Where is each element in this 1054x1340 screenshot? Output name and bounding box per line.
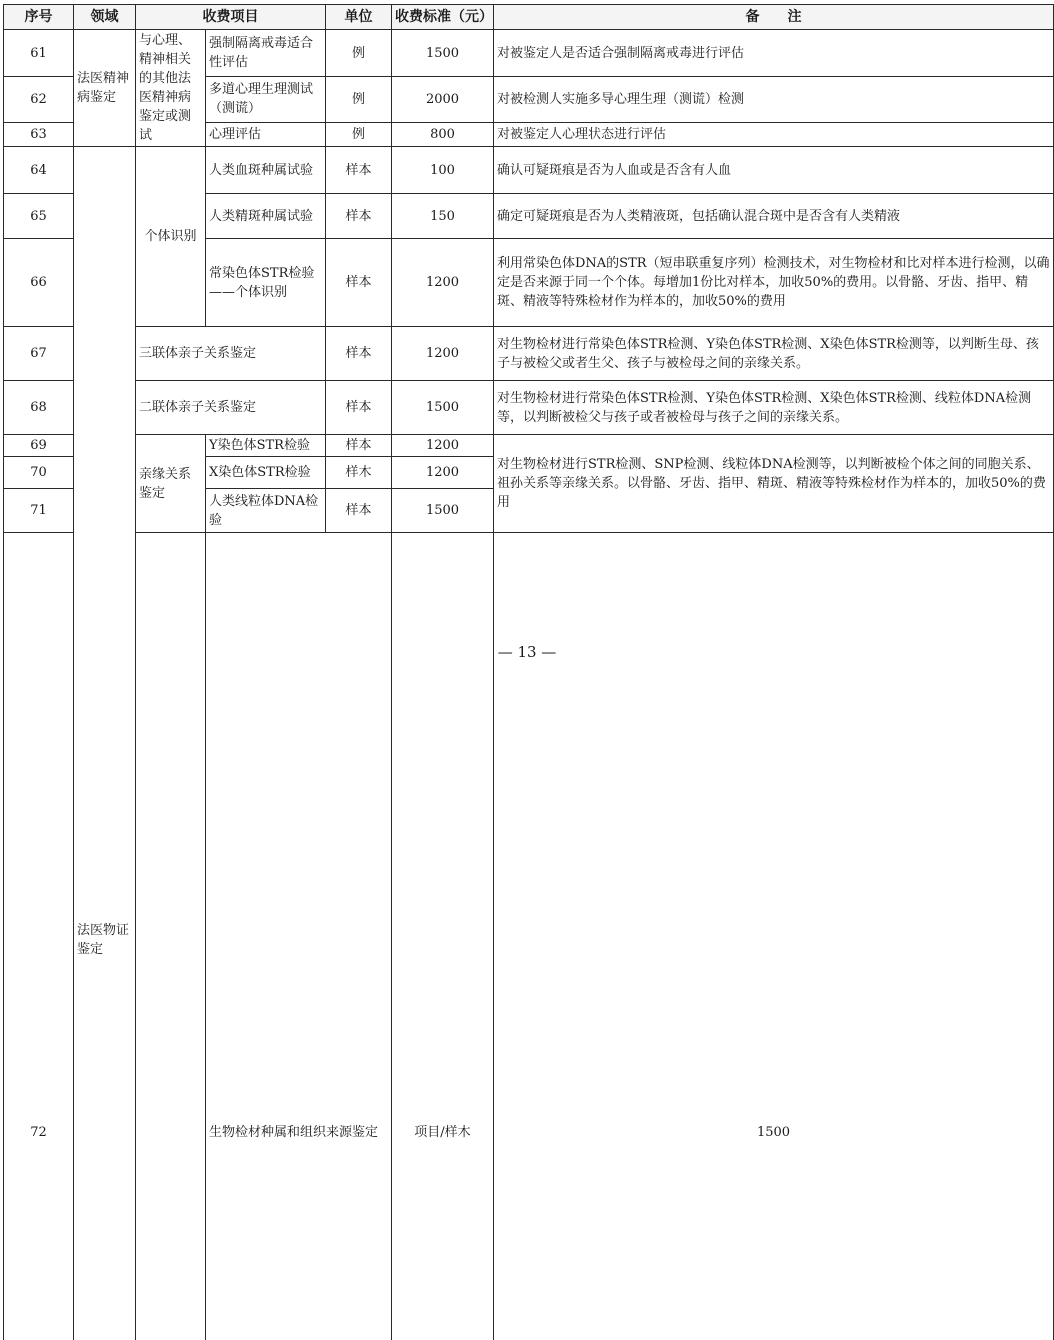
item-cell: Y染色体STR检验 bbox=[206, 435, 326, 457]
header-price: 收费标准（元） bbox=[392, 5, 494, 30]
unit-cell: 例 bbox=[326, 77, 392, 123]
remark-cell: 对被鉴定人是否适合强制隔离戒毒进行评估 bbox=[494, 30, 1054, 77]
remark-cell: 利用常染色体DNA的STR（短串联重复序列）检测技术，对生物检材和比对样本进行检测，以确定是否来源于同一个个体。每增加1份比对样本，加收50%的费用。以骨骼、牙齿、指甲、精斑、精液等特殊检材作为样本的，加收50%的费用 bbox=[494, 239, 1054, 327]
subgroup-cell: 亲缘关系鉴定 bbox=[136, 435, 206, 533]
seq-cell: 70 bbox=[4, 457, 74, 489]
item-cell: 三联体亲子关系鉴定 bbox=[136, 327, 326, 381]
seq-cell: 67 bbox=[4, 327, 74, 381]
table-row bbox=[4, 435, 1054, 457]
seq-cell: 68 bbox=[4, 381, 74, 435]
item-cell: 多道心理生理测试（测谎） bbox=[206, 77, 326, 123]
seq-cell: 72 bbox=[4, 533, 74, 1340]
unit-cell: 样本 bbox=[326, 327, 392, 381]
item-cell: 人类血斑种属试验 bbox=[206, 147, 326, 194]
remark-cell: 确定可疑斑痕是否为人类精液斑，包括确认混合斑中是否含有人类精液 bbox=[494, 194, 1054, 239]
price-cell: 1200 bbox=[392, 457, 494, 489]
header-seq: 序号 bbox=[4, 5, 74, 30]
remark-cell: 对被鉴定人心理状态进行评估 bbox=[494, 122, 1054, 146]
price-cell: 1500 bbox=[392, 30, 494, 77]
unit-cell: 样本 bbox=[326, 381, 392, 435]
price-cell: 100 bbox=[392, 147, 494, 194]
unit-cell: 样本 bbox=[326, 489, 392, 533]
item-cell: X染色体STR检验 bbox=[206, 457, 326, 489]
seq-cell: 69 bbox=[4, 435, 74, 457]
header-unit: 单位 bbox=[326, 5, 392, 30]
header-domain: 领域 bbox=[74, 5, 136, 30]
table-row bbox=[4, 30, 1054, 77]
seq-cell: 62 bbox=[4, 77, 74, 123]
price-cell: 1200 bbox=[392, 327, 494, 381]
item-cell: 心理评估 bbox=[206, 122, 326, 146]
unit-cell: 例 bbox=[326, 122, 392, 146]
seq-cell: 66 bbox=[4, 239, 74, 327]
price-cell: 1500 bbox=[494, 533, 1054, 1340]
header-item: 收费项目 bbox=[136, 5, 326, 30]
header-row bbox=[4, 5, 1054, 30]
seq-cell: 61 bbox=[4, 30, 74, 77]
remark-cell: 确认可疑斑痕是否为人血或是否含有人血 bbox=[494, 147, 1054, 194]
item-cell: 二联体亲子关系鉴定 bbox=[136, 381, 326, 435]
price-cell: 1500 bbox=[392, 381, 494, 435]
price-cell: 2000 bbox=[392, 77, 494, 123]
item-cell: 生物检材种属和组织来源鉴定 bbox=[206, 533, 392, 1340]
price-cell: 150 bbox=[392, 194, 494, 239]
unit-cell: 样本 bbox=[326, 147, 392, 194]
unit-cell: 样木 bbox=[326, 457, 392, 489]
table-row bbox=[4, 327, 1054, 381]
unit-cell: 例 bbox=[326, 30, 392, 77]
seq-cell: 64 bbox=[4, 147, 74, 194]
header-remark: 备 注 bbox=[494, 5, 1054, 30]
price-cell: 1200 bbox=[392, 435, 494, 457]
unit-cell: 项目/样木 bbox=[392, 533, 494, 1340]
fee-table bbox=[3, 4, 1054, 1340]
table-row bbox=[4, 147, 1054, 194]
remark-cell: 对生物检材进行STR检测、SNP检测、线粒体DNA检测等，以判断被检个体之间的同胞关系、祖孙关系等亲缘关系。以骨骼、牙齿、指甲、精斑、精液等特殊检材作为样本的，加收50%的费用 bbox=[494, 435, 1054, 533]
subgroup-cell: 与心理、精神相关的其他法医精神病鉴定或测试 bbox=[136, 30, 206, 147]
price-cell: 800 bbox=[392, 122, 494, 146]
page-number: — 13 — bbox=[0, 643, 1054, 661]
table-row bbox=[4, 381, 1054, 435]
item-cell: 常染色体STR检验——个体识别 bbox=[206, 239, 326, 327]
unit-cell: 样本 bbox=[326, 435, 392, 457]
price-cell: 1200 bbox=[392, 239, 494, 327]
price-cell: 1500 bbox=[392, 489, 494, 533]
domain-cell: 法医精神病鉴定 bbox=[74, 30, 136, 147]
unit-cell: 样本 bbox=[326, 239, 392, 327]
remark-cell: 对被检测人实施多导心理生理（测谎）检测 bbox=[494, 77, 1054, 123]
unit-cell: 样本 bbox=[326, 194, 392, 239]
seq-cell: 71 bbox=[4, 489, 74, 533]
item-cell: 强制隔离戒毒适合性评估 bbox=[206, 30, 326, 77]
remark-cell: 对生物检材进行常染色体STR检测、Y染色体STR检测、X染色体STR检测等，以判断生母、孩子与被检父或者生父、孩子与被检母之间的亲缘关系。 bbox=[494, 327, 1054, 381]
seq-cell: 63 bbox=[4, 122, 74, 146]
seq-cell: 65 bbox=[4, 194, 74, 239]
subgroup-cell: 个体识别 bbox=[136, 147, 206, 327]
domain-cell: 法医物证鉴定 bbox=[74, 147, 136, 1340]
item-cell: 人类线粒体DNA检验 bbox=[206, 489, 326, 533]
remark-cell: 对生物检材进行常染色体STR检测、Y染色体STR检测、X染色体STR检测、线粒体DNA检测等，以判断被检父与孩子或者被检母与孩子之间的亲缘关系。 bbox=[494, 381, 1054, 435]
item-cell: 人类精斑种属试验 bbox=[206, 194, 326, 239]
